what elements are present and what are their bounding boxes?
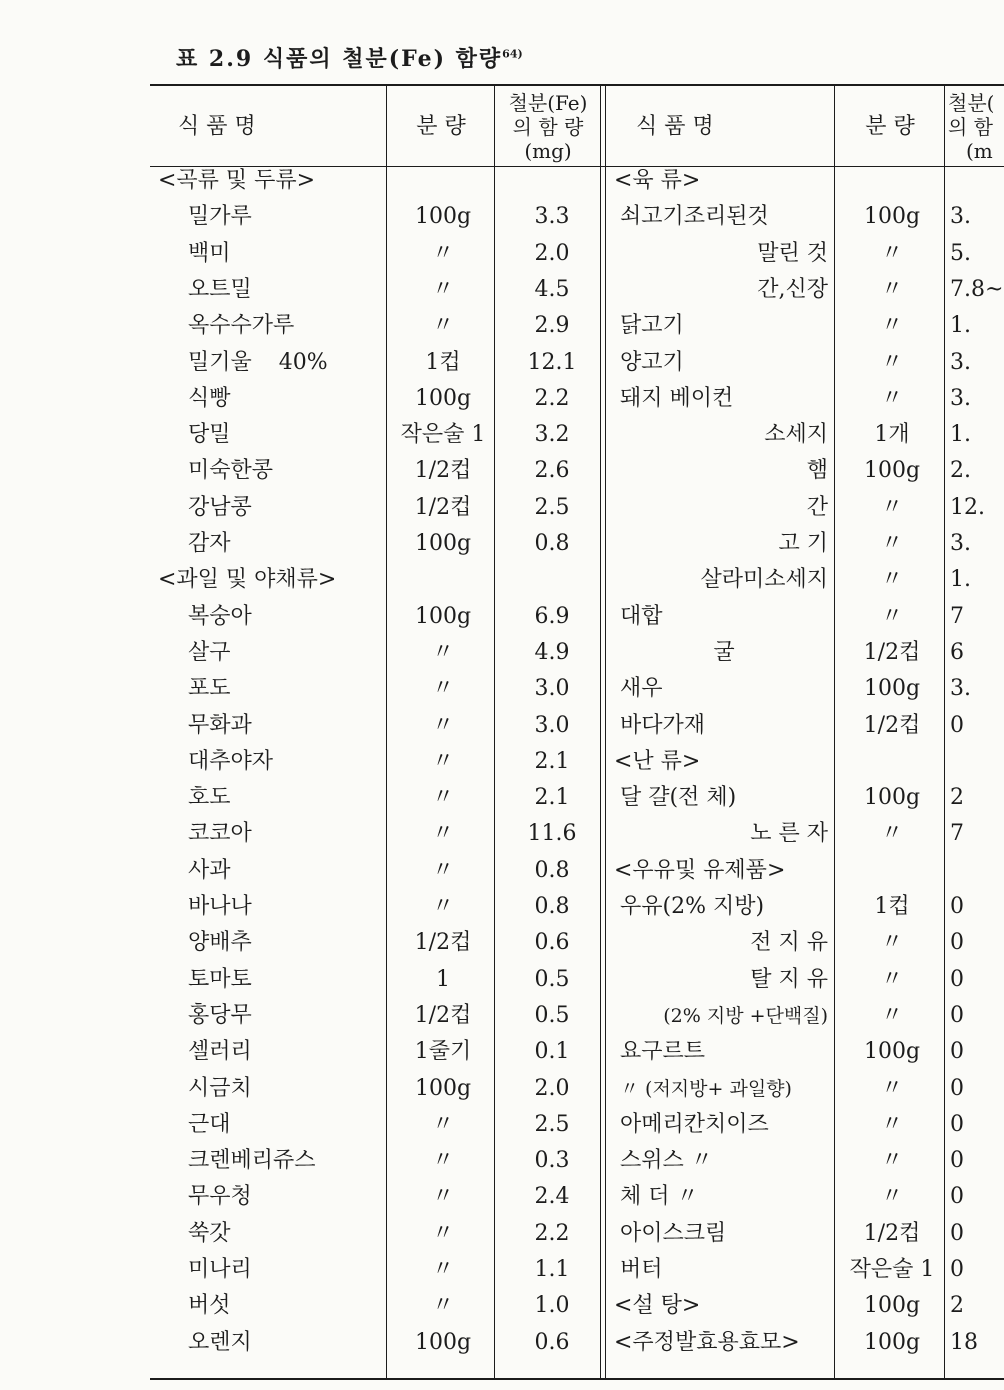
iron-value-cell: 4.9 <box>534 640 570 665</box>
col-divider <box>834 86 835 1378</box>
header-food-name-right: 식 품 명 <box>636 114 714 139</box>
iron-value-cell: 2.1 <box>534 785 570 810</box>
amount-cell: 〃 <box>880 531 903 556</box>
iron-value-cell: 3.0 <box>534 676 570 701</box>
food-name-cell: 사과 <box>188 858 231 883</box>
amount-cell: 〃 <box>880 1112 903 1137</box>
food-name-cell: 간 <box>806 495 828 520</box>
food-name-cell: 호도 <box>188 785 231 810</box>
amount-cell: 1/2컵 <box>414 930 472 955</box>
amount-cell: 〃 <box>431 313 454 338</box>
food-name-cell: 굴 <box>713 640 735 665</box>
food-name-cell: 대합 <box>620 604 663 629</box>
amount-cell: 〃 <box>880 604 903 629</box>
amount-cell: 〃 <box>880 350 903 375</box>
amount-cell: 1컵 <box>425 350 461 375</box>
category-label: <주정발효용효모> <box>614 1330 800 1355</box>
amount-cell: 〃 <box>431 1112 454 1137</box>
food-name-cell: 오트밀 <box>188 277 252 302</box>
amount-cell: 〃 <box>431 241 454 266</box>
iron-value-cell: 3.2 <box>534 422 570 447</box>
food-name-cell: 노 른 자 <box>750 821 828 846</box>
iron-value-cell: 0 <box>950 713 964 738</box>
iron-value-cell: 0.8 <box>534 894 570 919</box>
iron-value-cell: 2 <box>950 1293 964 1318</box>
iron-value-cell: 1.1 <box>534 1257 570 1282</box>
amount-cell: 100g <box>863 458 921 483</box>
food-name-cell: 크렌베리쥬스 <box>188 1148 316 1173</box>
amount-cell: 〃 <box>431 894 454 919</box>
amount-cell: 1/2컵 <box>414 458 472 483</box>
food-name-cell: 쇠고기조리된것 <box>620 204 769 229</box>
iron-value-cell: 0.8 <box>534 531 570 556</box>
header-iron-line1: 철분(Fe) <box>508 91 588 115</box>
iron-value-cell: 0.6 <box>534 930 570 955</box>
top-rule <box>150 84 1004 86</box>
amount-cell: 1/2컵 <box>414 1003 472 1028</box>
iron-value-cell: 2.0 <box>534 1076 570 1101</box>
iron-value-cell: 0 <box>950 930 964 955</box>
food-name-cell: 감자 <box>188 531 231 556</box>
iron-value-cell: 0 <box>950 1076 964 1101</box>
iron-value-cell: 2.9 <box>534 313 570 338</box>
food-name-cell: 우유(2% 지방) <box>620 894 765 919</box>
iron-value-cell: 0 <box>950 1257 964 1282</box>
food-name-cell: 달 걀(전 체) <box>620 785 737 810</box>
food-name-cell: 근대 <box>188 1112 231 1137</box>
amount-cell: 〃 <box>880 1148 903 1173</box>
amount-cell: 100g <box>414 204 472 229</box>
table-caption: 표 2.9 식품의 철분(Fe) 함량$^{64)}$ <box>176 46 523 72</box>
food-name-cell: 미숙한콩 <box>188 458 274 483</box>
food-name-cell: 토마토 <box>188 967 252 992</box>
iron-value-cell: 3. <box>950 386 971 411</box>
iron-value-cell: 2.2 <box>534 1221 570 1246</box>
food-name-cell: 고 기 <box>778 531 828 556</box>
food-name-cell: 바나나 <box>188 894 252 919</box>
amount-cell: 〃 <box>431 1184 454 1209</box>
amount-cell: 100g <box>863 204 921 229</box>
amount-cell: 1/2컵 <box>863 713 921 738</box>
amount-cell: 〃 <box>431 713 454 738</box>
food-name-cell: 아메리칸치이즈 <box>620 1112 769 1137</box>
food-name-cell: 〃 (저지방+ 과일향) <box>620 1078 792 1100</box>
iron-value-cell: 1. <box>950 422 971 447</box>
iron-value-cell: 0.8 <box>534 858 570 883</box>
iron-value-cell: 7 <box>950 604 964 629</box>
iron-value-cell: 1. <box>950 313 971 338</box>
food-name-cell: 밀가루 <box>188 204 252 229</box>
food-name-cell: 살라미소세지 <box>700 567 828 592</box>
col-divider <box>494 86 495 1378</box>
iron-value-cell: 0 <box>950 1039 964 1064</box>
amount-cell: 100g <box>414 386 472 411</box>
amount-cell: 100g <box>863 1330 921 1355</box>
amount-cell: 100g <box>414 604 472 629</box>
food-name-cell: 새우 <box>620 676 663 701</box>
amount-cell: 〃 <box>880 567 903 592</box>
food-name-cell: 홍당무 <box>188 1003 252 1028</box>
food-name-cell: 쑥갓 <box>188 1221 231 1246</box>
food-name-cell: 당밀 <box>188 422 231 447</box>
amount-cell: 1줄기 <box>414 1039 472 1064</box>
iron-value-cell: 5. <box>950 241 971 266</box>
food-name-cell: 양배추 <box>188 930 252 955</box>
iron-value-cell: 12. <box>950 495 985 520</box>
header-iron-right-line1: 철분( <box>948 91 995 115</box>
amount-cell: 〃 <box>880 930 903 955</box>
header-iron-right-line2: 의 함 <box>948 115 993 139</box>
amount-cell: 〃 <box>431 821 454 846</box>
food-name-cell: 버터 <box>620 1257 663 1282</box>
header-iron-line2: 의 함 량 <box>512 115 584 139</box>
food-name-cell: 바다가재 <box>620 713 706 738</box>
header-amount: 분 량 <box>416 114 466 139</box>
category-label: <난 류> <box>614 749 701 774</box>
col-divider <box>386 86 387 1378</box>
food-name-cell: 스위스 〃 <box>620 1148 713 1173</box>
amount-cell: 〃 <box>431 1221 454 1246</box>
amount-cell: 100g <box>863 676 921 701</box>
iron-value-cell: 4.5 <box>534 277 570 302</box>
amount-cell: 100g <box>863 1293 921 1318</box>
food-name-cell: 대추야자 <box>188 749 274 774</box>
food-name-cell: 코코아 <box>188 821 252 846</box>
iron-value-cell: 3.0 <box>534 713 570 738</box>
header-amount-right: 분 량 <box>865 114 915 139</box>
food-name-cell: 아이스크림 <box>620 1221 727 1246</box>
amount-cell: 〃 <box>880 1003 903 1028</box>
amount-cell: 100g <box>863 785 921 810</box>
category-label: <과일 및 야채류> <box>158 567 337 592</box>
category-label: <우유및 유제품> <box>614 858 786 883</box>
iron-value-cell: 0 <box>950 894 964 919</box>
amount-cell: 〃 <box>431 640 454 665</box>
category-label: <설 탕> <box>614 1293 701 1318</box>
category-label: <육 류> <box>614 168 701 193</box>
iron-value-cell: 0 <box>950 1221 964 1246</box>
amount-cell: 〃 <box>431 676 454 701</box>
amount-cell: 1컵 <box>874 894 910 919</box>
iron-value-cell: 1.0 <box>534 1293 570 1318</box>
amount-cell: 100g <box>414 531 472 556</box>
iron-value-cell: 7.8~ <box>950 277 1004 302</box>
food-name-cell: (2% 지방 +단백질) <box>663 1005 828 1027</box>
food-name-cell: 시금치 <box>188 1076 252 1101</box>
amount-cell: 〃 <box>431 1148 454 1173</box>
iron-value-cell: 11.6 <box>527 821 577 846</box>
iron-value-cell: 0.6 <box>534 1330 570 1355</box>
amount-cell: 〃 <box>880 277 903 302</box>
amount-cell: 1 <box>436 967 450 992</box>
food-name-cell: 무우청 <box>188 1184 252 1209</box>
food-name-cell: 오렌지 <box>188 1330 252 1355</box>
food-name-cell: 닭고기 <box>620 313 684 338</box>
iron-value-cell: 2.0 <box>534 241 570 266</box>
header-iron-line3: (mg) <box>524 139 572 163</box>
food-name-cell: 전 지 유 <box>750 930 828 955</box>
iron-value-cell: 12.1 <box>527 350 577 375</box>
food-name-cell: 양고기 <box>620 350 684 375</box>
iron-value-cell: 6.9 <box>534 604 570 629</box>
amount-cell: 100g <box>863 1039 921 1064</box>
iron-value-cell: 3. <box>950 676 971 701</box>
food-name-cell: 돼지 베이컨 <box>620 386 734 411</box>
food-name-cell: 강남콩 <box>188 495 252 520</box>
food-name-cell: 식빵 <box>188 386 231 411</box>
iron-value-cell: 2.6 <box>534 458 570 483</box>
bottom-rule <box>150 1378 1004 1380</box>
iron-value-cell: 2.5 <box>534 495 570 520</box>
food-name-cell: 복숭아 <box>188 604 252 629</box>
amount-cell: 100g <box>414 1330 472 1355</box>
iron-value-cell: 0.5 <box>534 1003 570 1028</box>
amount-cell: 〃 <box>880 967 903 992</box>
amount-cell: 작은술 1 <box>849 1257 935 1282</box>
food-name-cell: 탈 지 유 <box>750 967 828 992</box>
amount-cell: 〃 <box>880 495 903 520</box>
iron-value-cell: 2 <box>950 785 964 810</box>
iron-value-cell: 2.2 <box>534 386 570 411</box>
amount-cell: 〃 <box>431 277 454 302</box>
col-divider-double <box>605 86 606 1378</box>
iron-value-cell: 0 <box>950 1003 964 1028</box>
iron-value-cell: 1. <box>950 567 971 592</box>
iron-value-cell: 0 <box>950 1112 964 1137</box>
iron-value-cell: 18 <box>950 1330 978 1355</box>
iron-value-cell: 2.1 <box>534 749 570 774</box>
iron-value-cell: 6 <box>950 640 964 665</box>
amount-cell: 1/2컵 <box>414 495 472 520</box>
food-name-cell: 체 더 〃 <box>620 1184 699 1209</box>
amount-cell: 〃 <box>880 1184 903 1209</box>
food-name-cell: 간,신장 <box>757 277 828 302</box>
iron-value-cell: 3. <box>950 204 971 229</box>
food-name-cell: 살구 <box>188 640 231 665</box>
amount-cell: 〃 <box>431 785 454 810</box>
iron-value-cell: 0.1 <box>534 1039 570 1064</box>
amount-cell: 〃 <box>880 821 903 846</box>
iron-value-cell: 0.5 <box>534 967 570 992</box>
food-name-cell: 포도 <box>188 676 231 701</box>
food-name-cell: 무화과 <box>188 713 252 738</box>
food-name-cell: 소세지 <box>764 422 828 447</box>
iron-value-cell: 0 <box>950 1148 964 1173</box>
amount-cell: 〃 <box>880 386 903 411</box>
iron-value-cell: 2.4 <box>534 1184 570 1209</box>
amount-cell: 〃 <box>431 858 454 883</box>
food-name-cell: 미나리 <box>188 1257 252 1282</box>
amount-cell: 1/2컵 <box>863 640 921 665</box>
iron-value-cell: 3.3 <box>534 204 570 229</box>
category-label: <곡류 및 두류> <box>158 168 316 193</box>
header-iron-right-line3: (m <box>966 139 993 163</box>
food-name-cell: 밀기울 40% <box>188 350 328 375</box>
food-name-cell: 버섯 <box>188 1293 231 1318</box>
amount-cell: 〃 <box>431 1293 454 1318</box>
iron-value-cell: 3. <box>950 350 971 375</box>
amount-cell: 작은술 1 <box>400 422 486 447</box>
amount-cell: 〃 <box>880 1076 903 1101</box>
amount-cell: 〃 <box>880 241 903 266</box>
food-name-cell: 햄 <box>806 458 828 483</box>
iron-value-cell: 2. <box>950 458 971 483</box>
food-name-cell: 백미 <box>188 241 231 266</box>
iron-value-cell: 2.5 <box>534 1112 570 1137</box>
header-food-name: 식 품 명 <box>178 114 256 139</box>
food-name-cell: 셀러리 <box>188 1039 252 1064</box>
amount-cell: 〃 <box>431 749 454 774</box>
food-name-cell: 옥수수가루 <box>188 313 295 338</box>
amount-cell: 1/2컵 <box>863 1221 921 1246</box>
amount-cell: 100g <box>414 1076 472 1101</box>
iron-value-cell: 3. <box>950 531 971 556</box>
iron-value-cell: 0 <box>950 1184 964 1209</box>
food-name-cell: 말린 것 <box>757 241 828 266</box>
amount-cell: 〃 <box>880 313 903 338</box>
iron-value-cell: 7 <box>950 821 964 846</box>
iron-value-cell: 0 <box>950 967 964 992</box>
amount-cell: 〃 <box>431 1257 454 1282</box>
food-name-cell: 요구르트 <box>620 1039 706 1064</box>
iron-value-cell: 0.3 <box>534 1148 570 1173</box>
amount-cell: 1개 <box>874 422 910 447</box>
